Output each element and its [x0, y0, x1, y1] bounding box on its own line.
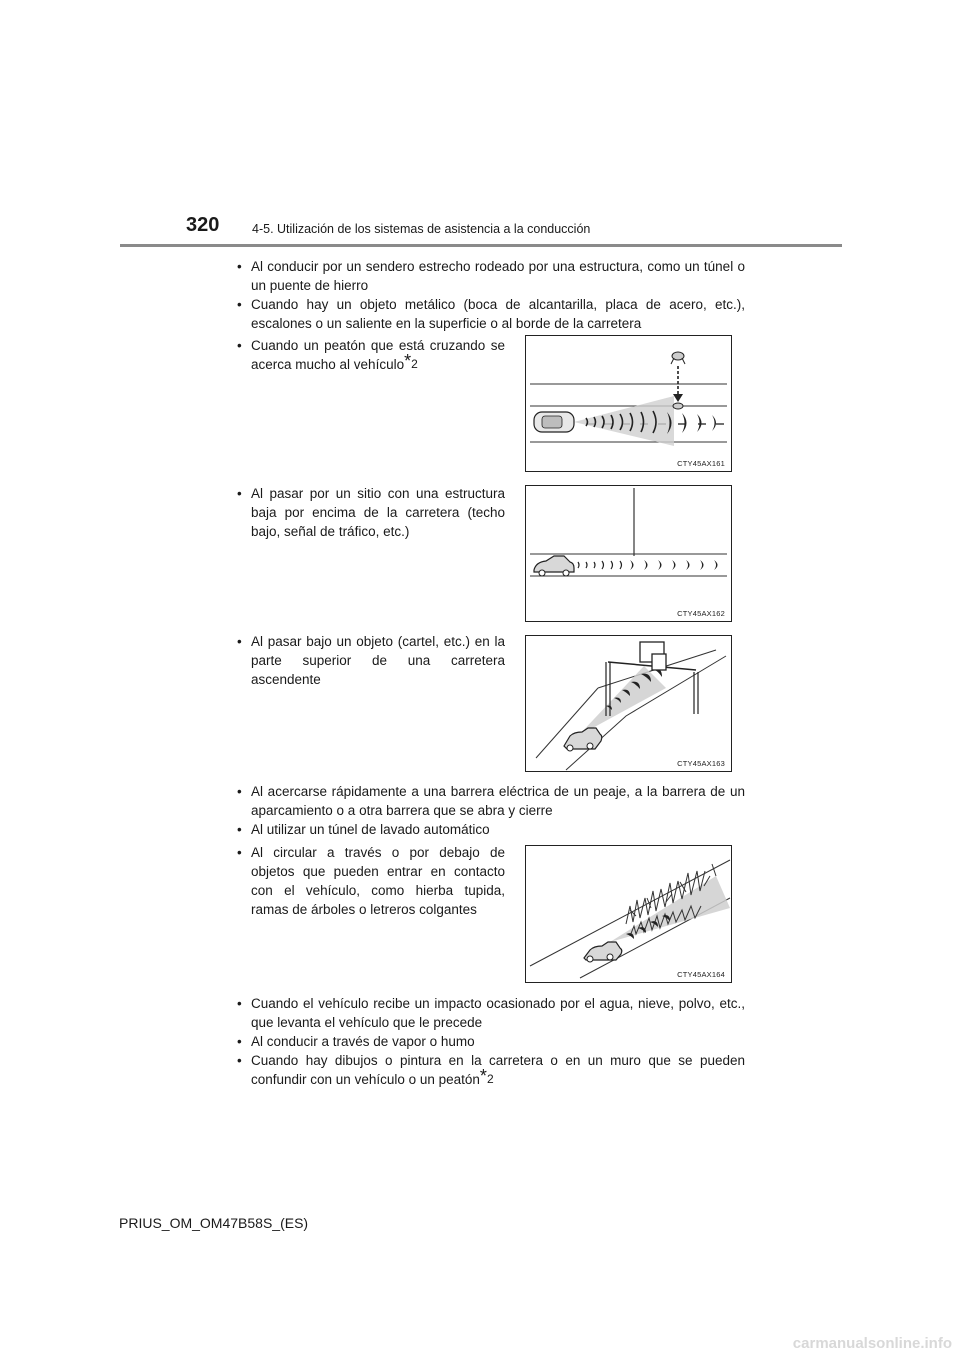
bullet-text: Cuando hay dibujos o pintura en la carretera o en un muro que se pueden confundir con un vehículo o un peatón: [251, 1053, 745, 1087]
header-rule: [120, 244, 842, 247]
illustration-ascending-road: [526, 636, 731, 771]
bullet-item: • Cuando el vehículo recibe un impacto ocasionado por el agua, nieve, polvo, etc., que levanta el vehículo que le precede: [237, 994, 745, 1032]
bullet-list-middle: [237, 782, 745, 839]
figure-code: CTY45AX163: [677, 759, 725, 768]
document-id: PRIUS_OM_OM47B58S_(ES): [119, 1215, 309, 1231]
side-text-3: [237, 632, 505, 689]
illustration-pedestrian: [526, 336, 731, 471]
bullet-item: • Al conducir a través de vapor o humo: [237, 1032, 745, 1051]
bullet-item: • Al pasar por un sitio con una estructura baja por encima de la carretera (techo bajo, señal de tráfico, etc.): [237, 484, 505, 541]
footnote-number: 2: [486, 1072, 494, 1086]
bullet-item: • Cuando hay un objeto metálico (boca de alcantarilla, placa de acero, etc.), escalones o un saliente en la superficie o al borde de la carretera: [237, 295, 745, 333]
figure-ascending-road-sign: [525, 635, 732, 772]
figure-low-structure: [525, 485, 732, 622]
side-text-2: [237, 484, 505, 541]
figure-code: CTY45AX164: [677, 970, 725, 979]
bullet-item: [237, 1051, 745, 1089]
bullet-text: Cuando un peatón que está cruzando se acerca mucho al vehículo: [251, 338, 505, 372]
page-number: 320: [186, 214, 220, 236]
bullet-list-bottom: [237, 994, 745, 1089]
figure-pedestrian-crossing: [525, 335, 732, 472]
bullet-item: • Al utilizar un túnel de lavado automático: [237, 820, 745, 839]
side-text-4: [237, 843, 505, 919]
illustration-low-structure: [526, 486, 731, 621]
figure-code: CTY45AX161: [677, 459, 725, 468]
illustration-grass: [526, 846, 731, 982]
watermark: carmanualsonline.info: [792, 1335, 952, 1352]
figure-grass-branches: [525, 845, 732, 983]
bullet-item: • Al conducir por un sendero estrecho rodeado por una estructura, como un túnel o un puente de hierro: [237, 257, 745, 295]
section-title: 4-5. Utilización de los sistemas de asistencia a la conducción: [252, 222, 591, 236]
bullet-item: [237, 336, 505, 374]
footnote-number: 2: [411, 357, 418, 371]
bullet-item: • Al acercarse rápidamente a una barrera eléctrica de un peaje, a la barrera de un aparcamiento o a otra barrera que se abra y cierre: [237, 782, 745, 820]
bullet-item: • Al pasar bajo un objeto (cartel, etc.) en la parte superior de una carretera ascendente: [237, 632, 505, 689]
footnote-marker: *2: [479, 1066, 494, 1086]
footnote-marker: *2: [404, 351, 418, 371]
bullet-list-top: [237, 257, 745, 333]
bullet-item: • Al circular a través o por debajo de objetos que pueden entrar en contacto con el vehículo, como hierba tupida, ramas de árboles o letreros colgantes: [237, 843, 505, 919]
side-text-1: [237, 336, 505, 374]
figure-code: CTY45AX162: [677, 609, 725, 618]
